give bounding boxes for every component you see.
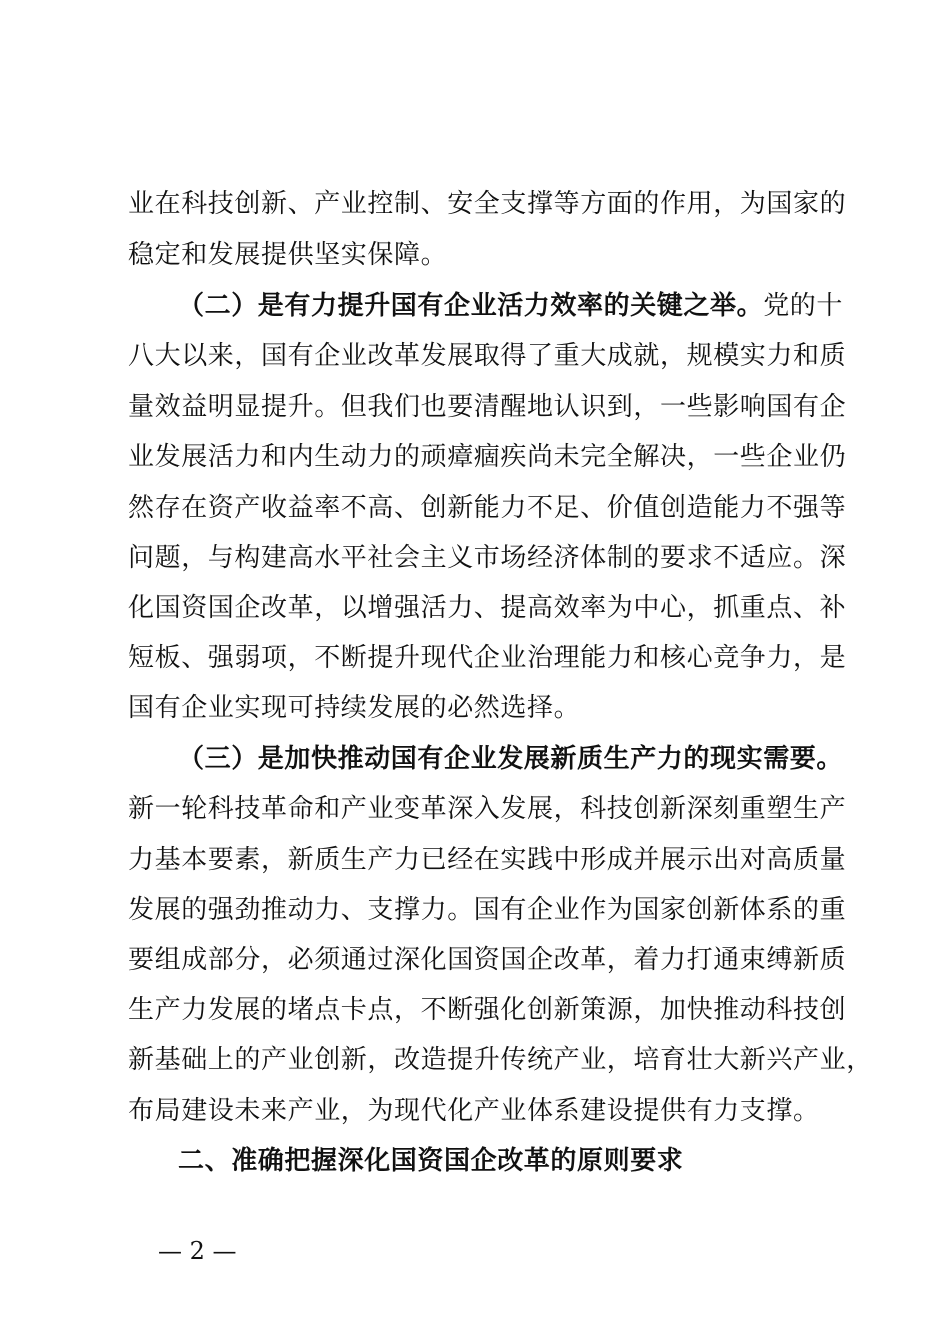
paragraph-3-line: 布局建设未来产业，为现代化产业体系建设提供有力支撑。 (128, 1096, 820, 1126)
paragraph-2-line: 八大以来，国有企业改革发展取得了重大成就，规模实力和质 (128, 341, 847, 371)
paragraph-2-line: 问题，与构建高水平社会主义市场经济体制的要求不适应。深 (128, 543, 847, 573)
paragraph-2-line: 然存在资产收益率不高、创新能力不足、价值创造能力不强等 (128, 493, 847, 523)
paragraph-2-line: 化国资国企改革，以增强活力、提高效率为中心，抓重点、补 (128, 593, 847, 623)
paragraph-3-line: 生产力发展的堵点卡点，不断强化创新策源，加快推动科技创 (128, 995, 847, 1025)
paragraph-2-line: 量效益明显提升。但我们也要清醒地认识到，一些影响国有企 (128, 392, 847, 422)
paragraph-2-line: 业发展活力和内生动力的顽瘴痼疾尚未完全解决，一些企业仍 (128, 442, 847, 472)
paragraph-3-heading: （三）是加快推动国有企业发展新质生产力的现实需要。 (178, 744, 844, 774)
paragraph-3-line: 新一轮科技革命和产业变革深入发展，科技创新深刻重塑生产 (128, 794, 847, 824)
paragraph-3-line: 力基本要素，新质生产力已经在实践中形成并展示出对高质量 (128, 845, 847, 875)
paragraph-2-line: 党的十 (763, 291, 844, 321)
paragraph-2-line: 国有企业实现可持续发展的必然选择。 (128, 693, 581, 723)
paragraph-1-line: 稳定和发展提供坚实保障。 (128, 240, 448, 270)
paragraph-3-line: 要组成部分，必须通过深化国资国企改革，着力打通束缚新质 (128, 945, 847, 975)
page-number: — 2 — (158, 1237, 237, 1265)
paragraph-1-line: 业在科技创新、产业控制、安全支撑等方面的作用，为国家的 (128, 189, 847, 219)
paragraph-2-first-line (178, 291, 843, 321)
paragraph-3-line: 新基础上的产业创新，改造提升传统产业，培育壮大新兴产业， (128, 1045, 873, 1075)
section-heading: 二、准确把握深化国资国企改革的原则要求 (178, 1146, 684, 1176)
paragraph-3-line: 发展的强劲推动力、支撑力。国有企业作为国家创新体系的重 (128, 895, 847, 925)
paragraph-2-heading: （二）是有力提升国有企业活力效率的关键之举。 (178, 291, 764, 321)
paragraph-2-line: 短板、强弱项，不断提升现代企业治理能力和核心竞争力，是 (128, 643, 847, 673)
